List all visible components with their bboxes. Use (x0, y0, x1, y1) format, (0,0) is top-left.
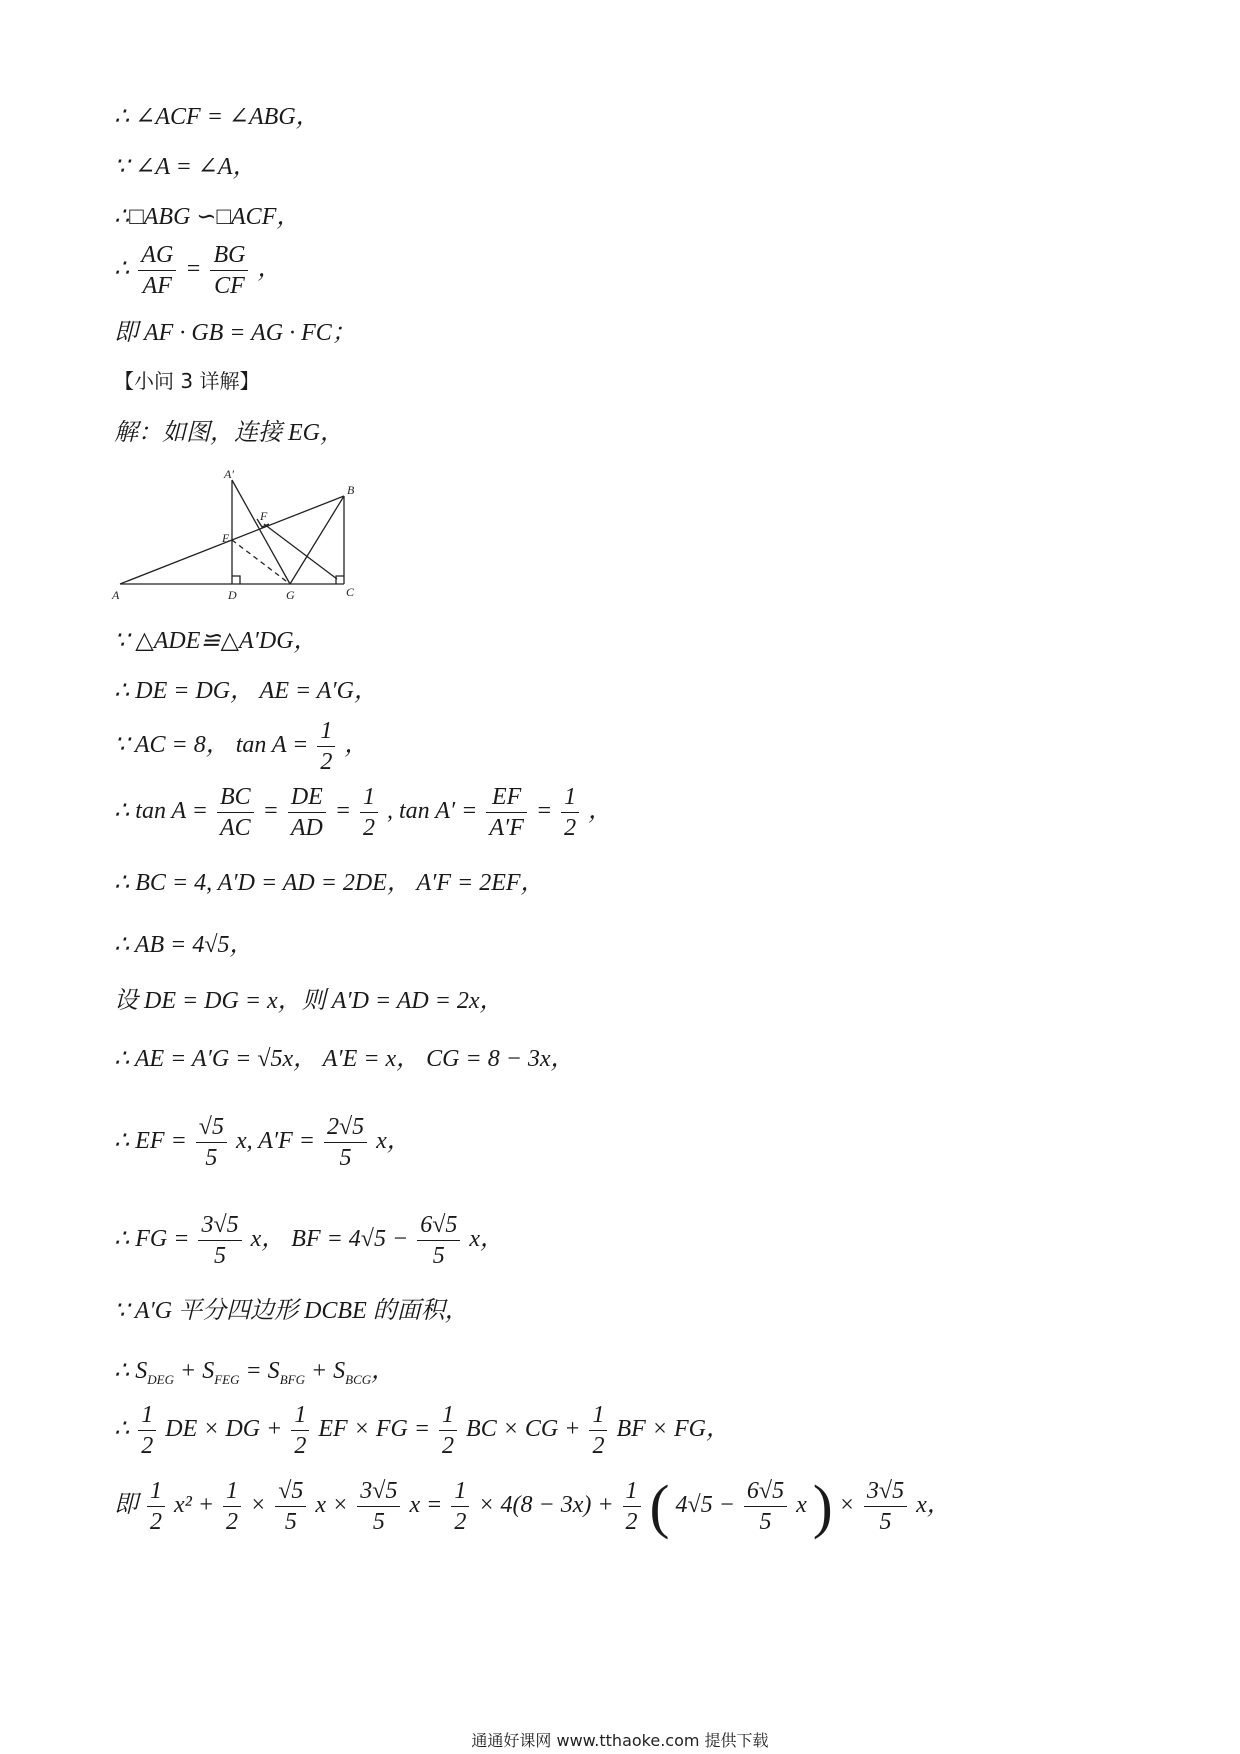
label-b: B (347, 483, 355, 497)
segment-fc (264, 524, 337, 579)
line-12: ∴ BC = 4, A′D = AD = 2DE， A′F = 2EF， (114, 870, 545, 896)
line-10: ∵ AC = 8， tan A = $\frac{1}{2}$ ， (114, 718, 369, 775)
line-3: ∴□ABG ∽□ACF， (114, 204, 301, 230)
line-13: ∴ AB = 4√5， (114, 932, 254, 958)
label-a-prime: A′ (224, 467, 234, 481)
line-16: ∴ EF = $\frac{√5}{5}$ x, A′F = $\frac{2√5}{5}$ x， (114, 1114, 411, 1171)
footer-credit: 通通好课网 www.tthaoke.com 提供下载 (471, 1731, 769, 1750)
line-8: ∵ △ADE≌△A′DG， (114, 628, 318, 654)
line-14: 设 DE = DG = x，则 A′D = AD = 2x， (114, 988, 504, 1014)
section-heading: 【小问 3 详解】 (114, 369, 260, 393)
label-e: E (222, 531, 230, 545)
geometry-figure (112, 462, 355, 602)
label-f: F (260, 509, 268, 523)
line-18: ∵ A′G 平分四边形 DCBE 的面积， (114, 1298, 469, 1324)
segment-eg-dashed (232, 540, 290, 584)
line-5: 即 AF · GB = AG · FC； (114, 320, 356, 346)
line-17: ∴ FG = $\frac{3√5}{5}$ x， BF = 4√5 − $\frac{6√5}{5}$ x， (114, 1212, 505, 1269)
label-c: C (346, 585, 355, 599)
line-9: ∴ DE = DG， AE = A′G， (114, 678, 379, 704)
segment-a1g (232, 480, 290, 584)
line-15: ∴ AE = A′G = √5x， A′E = x， CG = 8 − 3x， (114, 1046, 575, 1072)
label-g: G (286, 588, 295, 602)
line-21: 即 $\frac{1}{2}$ x² + $\frac{1}{2}$ × $\frac{√5}{5}$ x × $\frac{3√5}{5}$ x = $\frac{1}{2}$ × 4(8 − 3x) + $\frac{1}{2}$ ( 4√5 − $\frac{6√5}{5}$ x ) × $\frac{3√5}{5}$ x， (114, 1473, 951, 1540)
line-20: ∴ $\frac{1}{2}$ DE × DG + $\frac{1}{2}$ EF × FG = $\frac{1}{2}$ BC × CG + $\frac{1}{2}$ BF × FG， (114, 1402, 730, 1459)
right-angle-d (232, 576, 240, 584)
label-a: A (112, 588, 120, 602)
line-11: ∴ tan A = $\frac{BC}{AC}$ = $\frac{DE}{AD}$ = $\frac{1}{2}$ , tan A′ = $\frac{EF}{A'F}$ = $\frac{1}{2}$ ， (114, 784, 613, 841)
line-7: 解：如图，连接 EG， (114, 420, 344, 446)
line-4: ∴ $\frac{AG}{AF}$ = $\frac{BG}{CF}$ ， (114, 242, 282, 299)
line-19: ∴ $S_{DEG} + S_{FEG} = S_{BFG} + S_{BCG}$， (114, 1358, 396, 1387)
label-d: D (228, 588, 237, 602)
right-angle-c (336, 576, 344, 584)
fraction-ag-af: $\frac{AG}{AF}$ (138, 240, 176, 301)
line-1: ∴ ∠ACF = ∠ABG， (114, 104, 320, 130)
fraction-bg-cf: $\frac{BG}{CF}$ (210, 240, 248, 301)
line-2: ∵ ∠A = ∠A， (114, 154, 257, 180)
segment-bg (290, 496, 344, 584)
